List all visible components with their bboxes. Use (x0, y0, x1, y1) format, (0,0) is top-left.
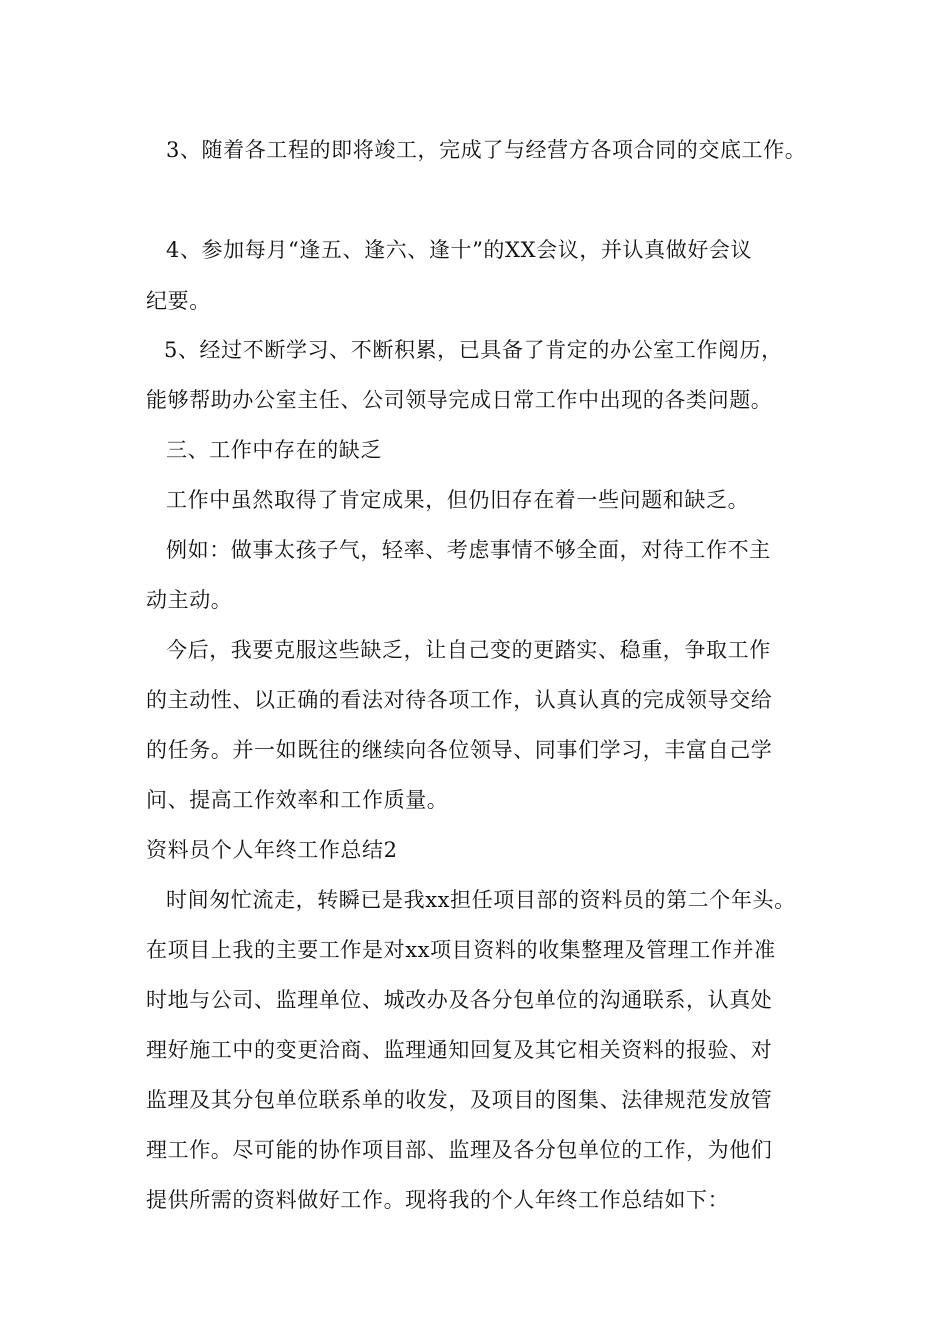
paragraph-line-example: 例如：做事太孩子气，轻率、考虑事情不够全面，对待工作不主 (166, 538, 771, 562)
paragraph-line-item4-cont: 纪要。 (146, 289, 211, 313)
paragraph-line-intro-4: 理好施工中的变更洽商、监理通知回复及其它相关资料的报验、对 (146, 1038, 773, 1062)
paragraph-line-future-3: 的任务。并一如既往的继续向各位领导、同事们学习，丰富自己学 (146, 738, 773, 762)
section-heading-shortcomings: 三、工作中存在的缺乏 (166, 438, 382, 462)
paragraph-line-intro-1: 时间匆忙流走，转瞬已是我xx担任项目部的资料员的第二个年头。 (166, 888, 796, 912)
paragraph-line-intro-3: 时地与公司、监理单位、城改办及各分包单位的沟通联系，认真处 (146, 988, 773, 1012)
document-title-part2: 资料员个人年终工作总结2 (146, 838, 398, 862)
paragraph-line-shortcomings: 工作中虽然取得了肯定成果，但仍旧存在着一些问题和缺乏。 (166, 488, 750, 512)
paragraph-line-item5-cont: 能够帮助办公室主任、公司领导完成日常工作中出现的各类问题。 (146, 388, 773, 412)
paragraph-line-future-1: 今后，我要克服这些缺乏，让自己变的更踏实、稳重，争取工作 (166, 638, 771, 662)
paragraph-line-intro-2: 在项目上我的主要工作是对xx项目资料的收集整理及管理工作并准 (146, 938, 776, 962)
paragraph-line-future-2: 的主动性、以正确的看法对待各项工作，认真认真的完成领导交给 (146, 688, 773, 712)
paragraph-line-future-4: 问、提高工作效率和工作质量。 (146, 788, 449, 812)
paragraph-line-item4: 4、参加每月“逢五、逢六、逢十”的XX会议，并认真做好会议 (166, 238, 753, 262)
paragraph-line-intro-6: 理工作。尽可能的协作项目部、监理及各分包单位的工作，为他们 (146, 1138, 773, 1162)
paragraph-line-intro-5: 监理及其分包单位联系单的收发，及项目的图集、法律规范发放管 (146, 1088, 773, 1112)
paragraph-line-intro-7: 提供所需的资料做好工作。现将我的个人年终工作总结如下： (146, 1188, 730, 1212)
paragraph-line-item5: 5、经过不断学习、不断积累，已具备了肯定的办公室工作阅历， (164, 338, 783, 362)
paragraph-line-item3: 3、随着各工程的即将竣工，完成了与经营方各项合同的交底工作。 (166, 138, 807, 162)
paragraph-line-example-cont: 动主动。 (146, 588, 233, 612)
